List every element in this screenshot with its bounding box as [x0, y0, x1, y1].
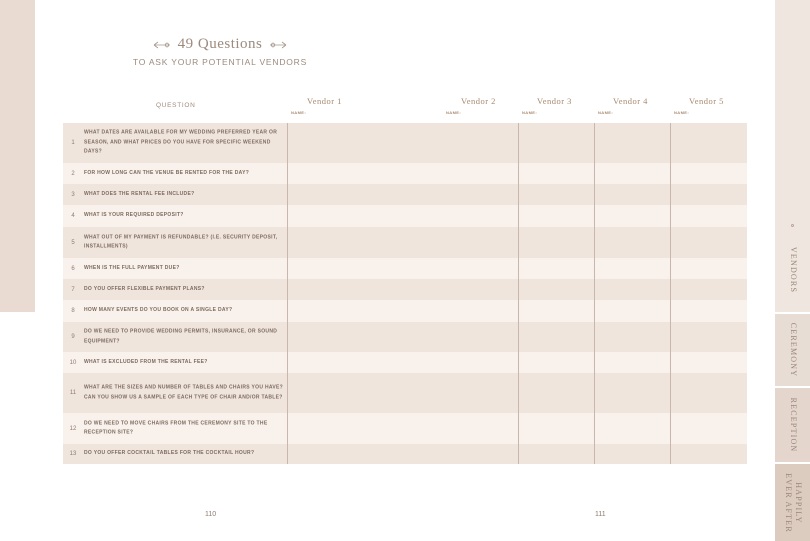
title-block — [130, 36, 310, 67]
question-number: 5 — [71, 239, 75, 246]
vendor-3-name-label: NAME: — [522, 110, 538, 115]
question-number: 1 — [71, 140, 75, 146]
table-row — [63, 322, 747, 352]
table-row — [63, 123, 747, 163]
page-subtitle: TO ASK YOUR POTENTIAL VENDORS — [132, 57, 308, 67]
question-number: 6 — [71, 265, 75, 272]
column-divider — [287, 123, 288, 464]
vendor-4-name-label: NAME: — [598, 110, 614, 115]
question-text: DO WE NEED TO MOVE CHAIRS FROM THE CEREMONY SITE TO THE RECEPTION SITE? — [84, 419, 268, 436]
table-row — [63, 258, 747, 279]
right-flourish-icon — [268, 40, 288, 50]
table-row — [63, 300, 747, 322]
question-text: WHAT DOES THE RENTAL FEE INCLUDE? — [84, 190, 195, 197]
question-text: DO YOU OFFER COCKTAIL TABLES FOR THE COCKTAIL HOUR? — [84, 450, 255, 457]
page-title: 49 Questions — [177, 36, 263, 52]
left-flourish-icon — [152, 40, 172, 50]
vendor-2-name-label: NAME: — [446, 110, 462, 115]
question-text: HOW MANY EVENTS DO YOU BOOK ON A SINGLE DAY? — [84, 307, 233, 314]
question-number: 10 — [69, 359, 77, 366]
table-row — [63, 227, 747, 258]
question-number: 9 — [71, 334, 75, 340]
tab-reception-label: RECEPTION — [788, 397, 798, 453]
tab-ceremony[interactable] — [775, 314, 810, 386]
tab-ceremony-label: CEREMONY — [788, 322, 798, 378]
table-row — [63, 352, 747, 373]
left-page-number: 110 — [205, 511, 217, 518]
question-number: 8 — [71, 308, 75, 314]
table-row — [63, 444, 747, 464]
vendor-5-name-label: NAME: — [674, 110, 690, 115]
column-divider — [670, 123, 671, 464]
table-row — [63, 413, 747, 444]
table-row — [63, 184, 747, 205]
question-text: WHAT IS YOUR REQUIRED DEPOSIT? — [84, 212, 184, 219]
question-text: DO YOU OFFER FLEXIBLE PAYMENT PLANS? — [84, 285, 205, 292]
question-number: 7 — [71, 286, 75, 293]
vendor-1-name-label: NAME: — [291, 110, 307, 115]
question-number: 3 — [71, 191, 75, 198]
left-decorative-band — [0, 0, 35, 312]
question-text: WHEN IS THE FULL PAYMENT DUE? — [84, 264, 180, 271]
table-row — [63, 163, 747, 184]
question-text: WHAT ARE THE SIZES AND NUMBER OF TABLES AND CHAIRS YOU HAVE? CAN YOU SHOW US A SAMPLE OF EACH TYPE OF CHAIR AND/OR TABLE? — [84, 384, 284, 400]
right-page-number: 111 — [595, 511, 606, 518]
vendor-2-header: Vendor 2 — [461, 96, 496, 106]
section-tabs — [775, 0, 810, 541]
vendor-3-header: Vendor 3 — [537, 96, 572, 106]
tab-happily-ever-after-label: HAPPILY EVER AFTER — [783, 472, 803, 533]
question-column-header: QUESTION — [156, 102, 196, 109]
table-header — [63, 93, 747, 123]
question-number: 13 — [69, 451, 77, 457]
vendor-1-header: Vendor 1 — [307, 96, 342, 106]
table-row — [63, 373, 747, 413]
column-divider — [518, 123, 519, 464]
question-text: WHAT OUT OF MY PAYMENT IS REFUNDABLE? (I.E. SECURITY DEPOSIT, INSTALLMENTS) — [84, 233, 278, 250]
questions-table — [63, 123, 747, 464]
vendor-4-header: Vendor 4 — [613, 96, 648, 106]
tab-marker-icon — [791, 224, 794, 227]
table-row — [63, 279, 747, 300]
tab-vendors-label: VENDORS — [788, 246, 798, 294]
tab-vendors[interactable] — [775, 0, 810, 312]
question-text: WHAT IS EXCLUDED FROM THE RENTAL FEE? — [84, 358, 208, 365]
question-number: 4 — [71, 213, 75, 219]
column-divider — [594, 123, 595, 464]
question-text: DO WE NEED TO PROVIDE WEDDING PERMITS, INSURANCE, OR SOUND EQUIPMENT? — [84, 328, 278, 344]
tab-reception[interactable] — [775, 388, 810, 462]
question-number: 12 — [69, 425, 77, 432]
vendor-5-header: Vendor 5 — [689, 96, 724, 106]
table-row — [63, 205, 747, 227]
question-number: 2 — [71, 170, 75, 177]
tab-happily-ever-after[interactable] — [775, 464, 810, 541]
question-text: FOR HOW LONG CAN THE VENUE BE RENTED FOR THE DAY? — [84, 169, 250, 176]
question-number: 11 — [69, 390, 77, 396]
question-text: WHAT DATES ARE AVAILABLE FOR MY WEDDING PREFERRED YEAR OR SEASON, AND WHAT PRICES DO YOU HAVE FOR SPECIFIC WEEKEND DAYS? — [84, 129, 278, 155]
